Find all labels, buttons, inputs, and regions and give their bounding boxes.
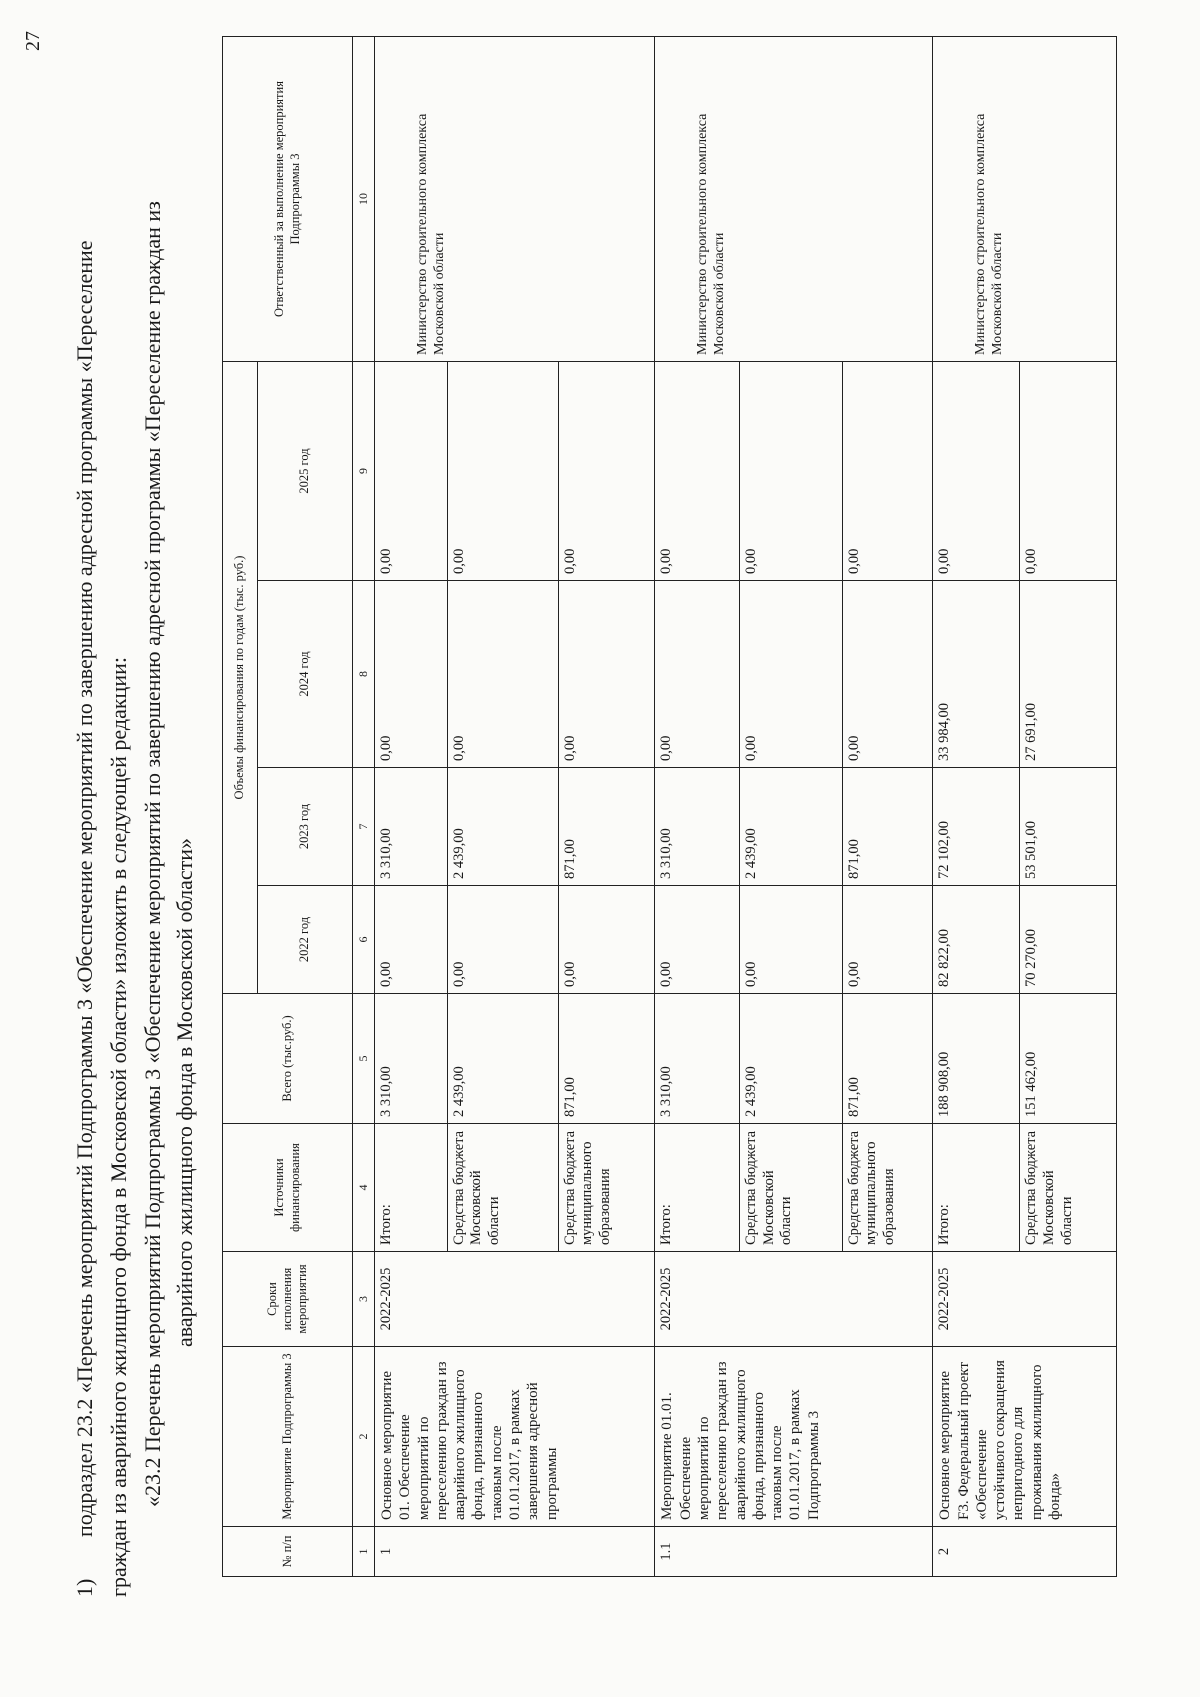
column-index: 8 [353,581,375,768]
value-2023: 3 310,00 [375,768,448,886]
column-index: 9 [353,362,375,581]
heading-line-3: «23.2 Перечень мероприятий Подпрограммы 3 «Обеспечение мероприятий по завершению адресной программы «Переселение граждан из [140,201,165,1507]
value-2022: 0,00 [842,886,933,994]
value-2023: 2 439,00 [447,768,558,886]
total-value: 2 439,00 [447,994,558,1124]
row-number: 1 [375,1527,655,1577]
total-value: 188 908,00 [933,994,1020,1124]
value-2023: 871,00 [842,768,933,886]
funding-source: Средства бюджета Московской области [739,1124,842,1252]
value-2023: 871,00 [558,768,655,886]
value-2022: 82 822,00 [933,886,1020,994]
value-2025: 0,00 [842,362,933,581]
event-name: Основное мероприятие F3. Федеральный проект «Обеспечение устойчивого сокращения непригодного для проживания жилищного фонда» [933,1347,1117,1527]
responsible-text: Министерство строительного комплекса Московской области [973,113,1006,355]
value-2024: 0,00 [447,581,558,768]
events-table [222,36,1117,1577]
column-index: 6 [353,886,375,994]
value-2023: 2 439,00 [739,768,842,886]
responsible-party [375,37,655,362]
funding-source: Итого: [655,1124,740,1252]
value-2025: 0,00 [375,362,448,581]
column-index: 2 [353,1347,375,1527]
funding-source: Итого: [375,1124,448,1252]
value-2024: 0,00 [739,581,842,768]
event-terms: 2022-2025 [375,1252,655,1347]
responsible-party [933,37,1117,362]
funding-source: Средства бюджета муниципального образования [842,1124,933,1252]
event-name: Мероприятие 01.01. Обеспечение мероприятий по переселению граждан из аварийного жилищного фонда, признанного таковым после 01.01.2017, в рамках Подпрограммы 3 [655,1347,933,1527]
header-terms: Сроки исполнения мероприятия [223,1252,353,1347]
total-value: 3 310,00 [655,994,740,1124]
value-2022: 70 270,00 [1020,886,1117,994]
value-2022: 0,00 [739,886,842,994]
value-2024: 0,00 [842,581,933,768]
funding-source: Средства бюджета Московской области [1020,1124,1117,1252]
responsible-party [655,37,933,362]
total-value: 2 439,00 [739,994,842,1124]
total-value: 871,00 [842,994,933,1124]
column-index: 5 [353,994,375,1124]
total-value: 3 310,00 [375,994,448,1124]
heading-text-1: подраздел 23.2 «Перечень мероприятий Подпрограммы 3 «Обеспечение мероприятий по завершению адресной программы «Переселение [72,240,97,1537]
header-2024: 2024 год [258,581,353,768]
header-volumes: Объемы финансирования по годам (тыс. руб.) [223,362,258,994]
page-number: 27 [22,31,44,51]
value-2022: 0,00 [655,886,740,994]
value-2023: 3 310,00 [655,768,740,886]
responsible-text: Министерство строительного комплекса Московской области [695,113,728,355]
funding-source: Итого: [933,1124,1020,1252]
value-2024: 0,00 [558,581,655,768]
value-2022: 0,00 [375,886,448,994]
heading-line-1 [72,240,98,1597]
value-2022: 0,00 [558,886,655,994]
row-number: 1.1 [655,1527,933,1577]
header-total: Всего (тыс.руб.) [223,994,353,1124]
column-index: 3 [353,1252,375,1347]
value-2024: 33 984,00 [933,581,1020,768]
value-2023: 72 102,00 [933,768,1020,886]
responsible-text: Министерство строительного комплекса Московской области [415,113,448,355]
funding-source: Средства бюджета Московской области [447,1124,558,1252]
total-value: 871,00 [558,994,655,1124]
funding-source: Средства бюджета муниципального образования [558,1124,655,1252]
column-index: 1 [353,1527,375,1577]
column-index: 7 [353,768,375,886]
event-terms: 2022-2025 [655,1252,933,1347]
heading-line-2: граждан из аварийного жилищного фонда в Московской области» изложить в следующей редакции: [106,657,131,1597]
value-2024: 0,00 [655,581,740,768]
value-2025: 0,00 [933,362,1020,581]
header-responsible: Ответственный за выполнение мероприятия Подпрограммы 3 [223,37,353,362]
value-2025: 0,00 [739,362,842,581]
column-index: 10 [353,37,375,362]
value-2025: 0,00 [447,362,558,581]
total-value: 151 462,00 [1020,994,1117,1124]
header-event: Мероприятие Подпрограммы 3 [223,1347,353,1527]
value-2025: 0,00 [558,362,655,581]
header-sources: Источники финансирования [223,1124,353,1252]
header-2022: 2022 год [258,886,353,994]
table-row [933,37,1020,1577]
row-number: 2 [933,1527,1117,1577]
value-2022: 0,00 [447,886,558,994]
value-2024: 0,00 [375,581,448,768]
heading-line-4: аварийного жилищного фонда в Московской области» [172,837,197,1347]
heading-item-number: 1) [72,1578,97,1597]
header-num: № п/п [223,1527,353,1577]
value-2025: 0,00 [1020,362,1117,581]
table-row [655,37,740,1577]
header-2025: 2025 год [258,362,353,581]
value-2024: 27 691,00 [1020,581,1117,768]
value-2025: 0,00 [655,362,740,581]
column-index: 4 [353,1124,375,1252]
event-terms: 2022-2025 [933,1252,1117,1347]
column-index-row [353,37,375,1577]
header-2023: 2023 год [258,768,353,886]
event-name: Основное мероприятие 01. Обеспечение мероприятий по переселению граждан из аварийного жилищного фонда, признанного таковым после 01.01.2017, в рамках завершения адресной программы [375,1347,655,1527]
value-2023: 53 501,00 [1020,768,1117,886]
table-row [375,37,448,1577]
